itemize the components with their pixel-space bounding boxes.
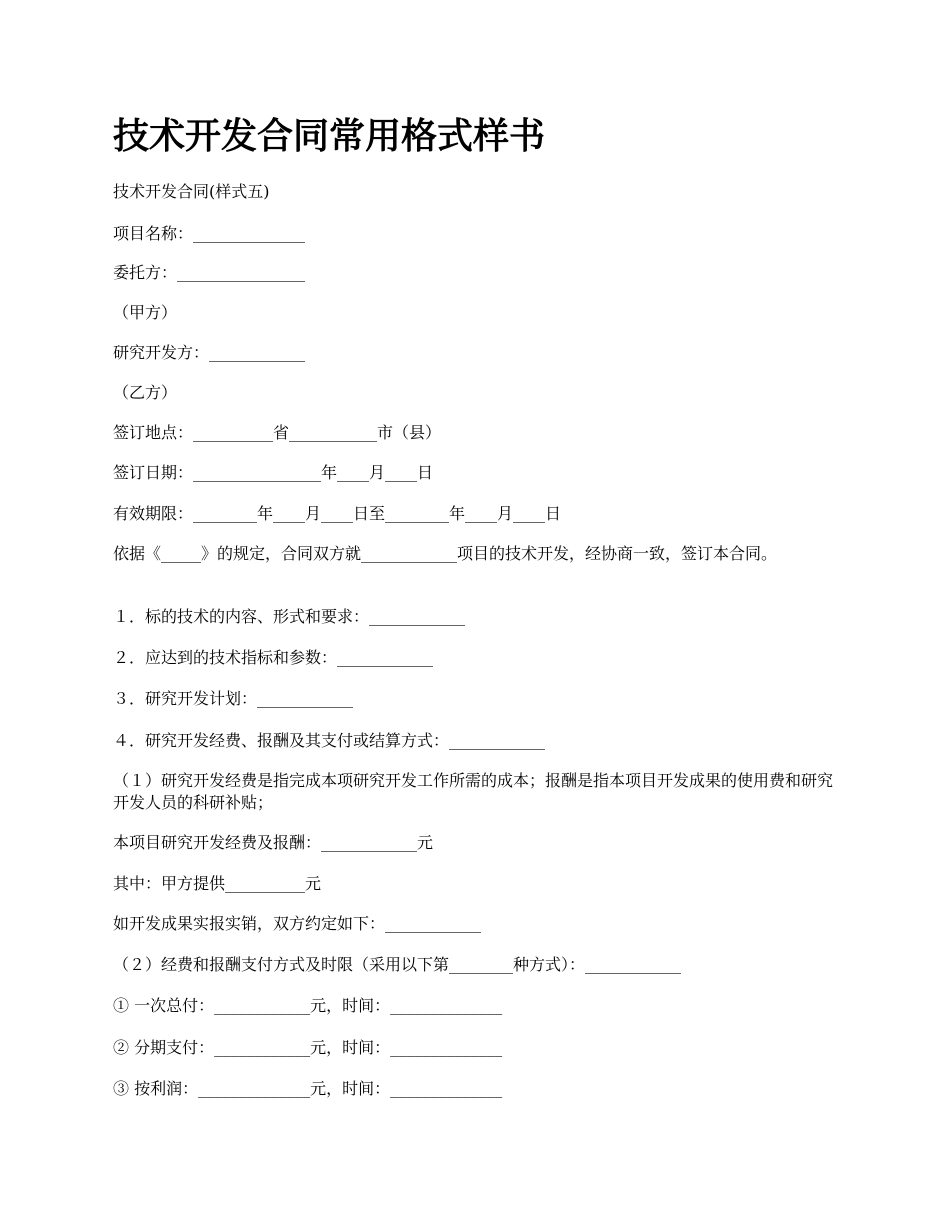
preamble-paragraph: 依据《_____》的规定，合同双方就____________项目的技术开发，经协商一致，签订本合同。 [113,544,778,563]
payment-option-2: ② 分期支付：____________元，时间：______________ [113,1038,503,1057]
clause-4-1-paragraph: （１）研究开发经费是指完成本项研究开发工作所需的成本；报酬是指本项目开发成果的使用费和研究开发人员的科研补贴； [113,771,834,812]
total-fee-field: 本项目研究开发经费及报酬：____________元 [113,833,434,852]
payment-option-1: ① 一次总付：____________元，时间：______________ [113,996,503,1015]
contract-subtitle: 技术开发合同(样式五) [113,182,270,201]
party-a-label: （甲方） [113,303,178,322]
clause-4-2: （２）经费和报酬支付方式及时限（采用以下第________种方式）：____________ [113,955,682,974]
party-a-provision-field: 其中：甲方提供__________元 [113,874,322,893]
clause-1: １．标的技术的内容、形式和要求：____________ [113,607,466,626]
signing-location-field: 签订地点：__________省___________市（县） [113,423,442,442]
clause-4: ４．研究开发经费、报酬及其支付或结算方式：____________ [113,731,546,750]
payment-option-3: ③ 按利润：______________元，时间：______________ [113,1079,503,1098]
developer-field: 研究开发方：____________ [113,343,306,362]
clause-3: ３．研究开发计划：____________ [113,689,354,708]
clause-2: ２．应达到的技术指标和参数：____________ [113,648,434,667]
project-name-field: 项目名称：______________ [113,224,306,243]
page-title: 技术开发合同常用格式样书 [113,116,546,157]
signing-date-field: 签订日期：________________年____月____日 [113,463,434,482]
reimbursement-field: 如开发成果实报实销，双方约定如下：____________ [113,914,482,933]
client-field: 委托方：________________ [113,263,306,282]
party-b-label: （乙方） [113,383,178,402]
validity-period-field: 有效期限：________年____月____日至________年____月____日 [113,504,562,523]
